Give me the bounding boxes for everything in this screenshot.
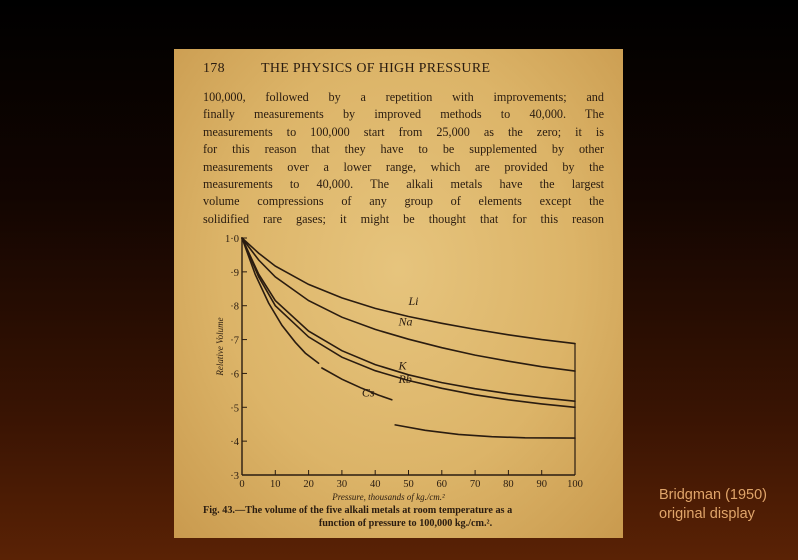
paragraph-line: finally measurements by improved methods to 40,000. The [203, 107, 604, 122]
y-tick-label: ·3 [230, 471, 239, 482]
credit-line-2: original display [659, 506, 755, 522]
paragraph-line: 100,000, followed by a repetition with improvements; and [203, 90, 604, 104]
series-label-k: K [398, 358, 407, 373]
series-label-rb: Rb [398, 371, 412, 386]
x-tick-label: 60 [436, 479, 448, 490]
x-tick-label: 30 [336, 479, 348, 490]
paragraph-line: measurements to 40,000. The alkali metals have the largest [203, 177, 604, 192]
running-title: THE PHYSICS OF HIGH PRESSURE [261, 61, 491, 76]
series-line-cs [242, 238, 319, 363]
caption-line-2: function of pressure to 100,000 kg./cm.². [318, 518, 493, 529]
y-tick-label: ·4 [230, 437, 239, 449]
x-tick-label: 20 [303, 479, 314, 490]
series-label-na: Na [398, 314, 413, 329]
y-tick-label: ·5 [230, 403, 239, 415]
x-tick-label: 10 [270, 479, 281, 490]
chart-labels [362, 294, 419, 399]
series-label-cs: Cs [361, 385, 375, 400]
x-tick-label: 0 [239, 479, 245, 490]
y-tick-label: ·6 [230, 369, 239, 381]
volume-pressure-chart [174, 229, 623, 504]
series-line-cs [395, 425, 575, 438]
x-tick-label: 50 [403, 479, 414, 490]
y-tick-label: ·7 [230, 335, 239, 347]
paragraph-line: for this reason that they have to be supplemented by other [203, 142, 604, 157]
x-axis-label: Pressure, thousands of kg./cm.² [332, 492, 445, 502]
x-tick-label: 70 [469, 479, 481, 490]
caption-line-1: Fig. 43.—The volume of the five alkali metals at room temperature as a [203, 505, 513, 516]
x-tick-label: 80 [503, 479, 514, 490]
y-tick-label: 1·0 [225, 234, 239, 245]
x-tick-label: 100 [567, 479, 583, 490]
x-tick-label: 40 [369, 479, 381, 490]
y-tick-label: ·8 [230, 301, 239, 313]
chart-curves [242, 238, 575, 438]
series-label-li: Li [408, 294, 419, 309]
figure-caption [203, 504, 608, 530]
image-credit [659, 486, 767, 524]
book-page-photo [174, 49, 623, 538]
paragraph-line: solidified rare gases; it might be thought that for this reason [203, 211, 604, 226]
x-tick-label: 90 [536, 479, 547, 490]
paragraph-line: measurements to 100,000 start from 25,000 as the zero; it is [203, 124, 604, 139]
page-number: 178 [203, 61, 225, 76]
credit-line-1: Bridgman (1950) [659, 487, 767, 503]
y-axis-label: Relative Volume [215, 317, 225, 376]
y-tick-label: ·9 [230, 267, 239, 279]
paragraph-line: volume compressions of any group of elements except the [203, 194, 604, 209]
paragraph-line: measurements over a lower range, which are provided by the [203, 159, 604, 174]
body-paragraph [203, 89, 604, 228]
